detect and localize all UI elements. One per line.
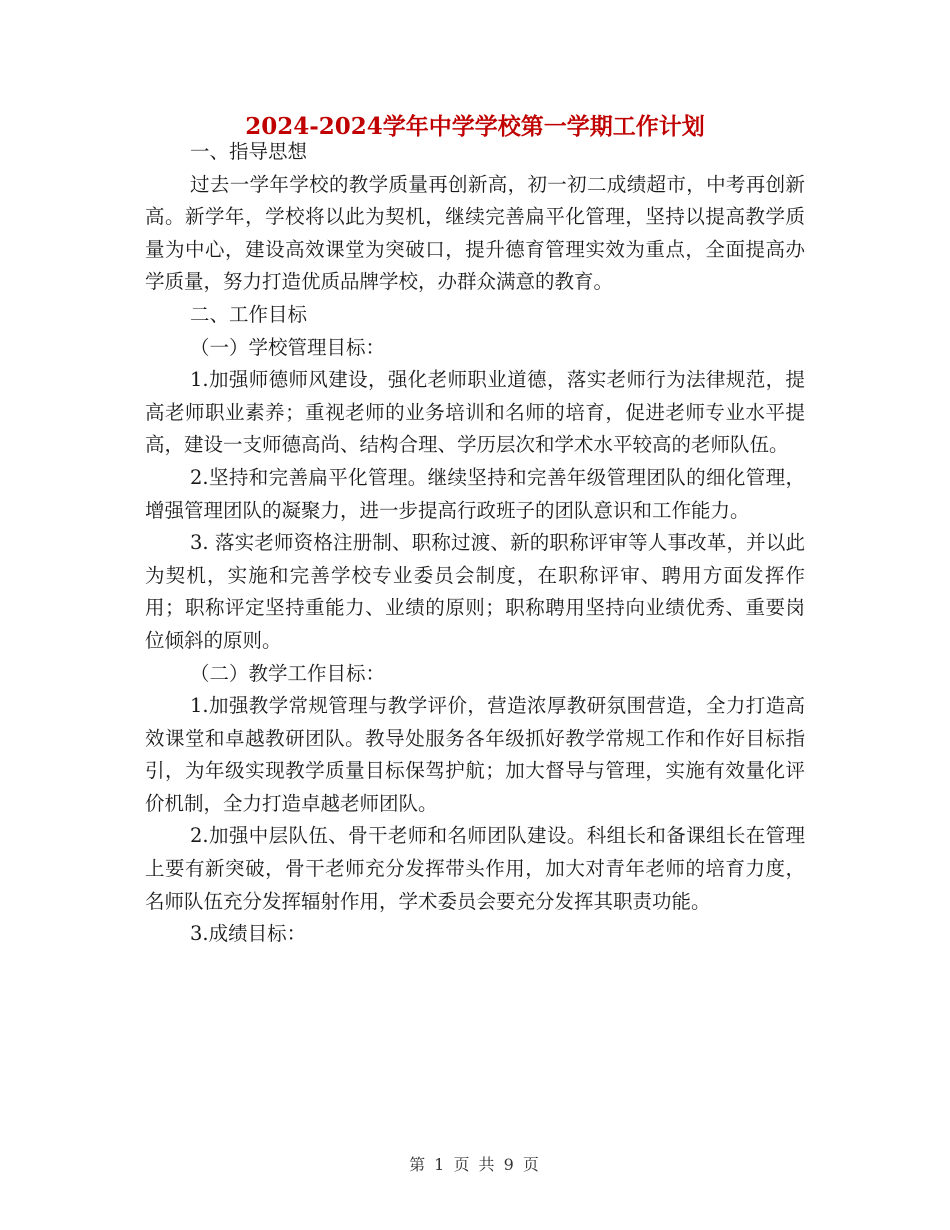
paragraph-management-2: 2.坚持和完善扁平化管理。继续坚持和完善年级管理团队的细化管理，增强管理团队的凝聚力，进一步提高行政班子的团队意识和工作能力。 [145,465,805,522]
paragraph-overview: 过去一学年学校的教学质量再创新高，初一初二成绩超市，中考再创新高。新学年，学校将以此为契机，继续完善扁平化管理，坚持以提高教学质量为中心，建设高效课堂为突破口，提升德育管理实效为重点，全面提高办学质量，努力打造优质品牌学校，办群众满意的教育。 [145,172,805,294]
paragraph-teaching-2: 2.加强中层队伍、骨干老师和名师团队建设。科组长和备课组长在管理上要有新突破，骨干老师充分发挥带头作用，加大对青年老师的培育力度，名师队伍充分发挥辐射作用，学术委员会要充分发挥其职责功能。 [145,824,805,913]
heading-work-goals: 二、工作目标 [190,302,308,326]
page-number-footer: 第 1 页 共 9 页 [409,1155,541,1174]
heading-guiding-ideology: 一、指导思想 [190,140,308,163]
paragraph-teaching-3: 3.成绩目标： [190,922,307,946]
paragraph-teaching-1: 1.加强教学常规管理与教学评价，营造浓厚教研氛围营造，全力打造高效课堂和卓越教研团队。教导处服务各年级抓好教学常规工作和作好目标指引，为年级实现教学质量目标保驾护航；加大督导与管理，实施有效量化评价机制，全力打造卓越老师团队。 [145,694,805,815]
document-body [145,136,805,951]
document-title: 2024-2024学年中学学校第一学期工作计划 [245,113,705,140]
subheading-teaching-work: （二）教学工作目标： [190,661,386,685]
paragraph-management-3: 3. 落实老师资格注册制、职称过渡、新的职称评审等人事改革，并以此为契机，实施和完善学校专业委员会制度，在职称评审、聘用方面发挥作用；职称评定坚持重能力、业绩的原则；职称聘用坚持向业绩优秀、重要岗位倾斜的原则。 [145,531,805,652]
subheading-school-management: （一）学校管理目标： [190,335,386,359]
paragraph-management-1: 1.加强师德师风建设，强化老师职业道德，落实老师行为法律规范，提高老师职业素养；重视老师的业务培训和名师的培育，促进老师专业水平提高，建设一支师德高尚、结构合理、学历层次和学术水平较高的老师队伍。 [145,368,805,457]
